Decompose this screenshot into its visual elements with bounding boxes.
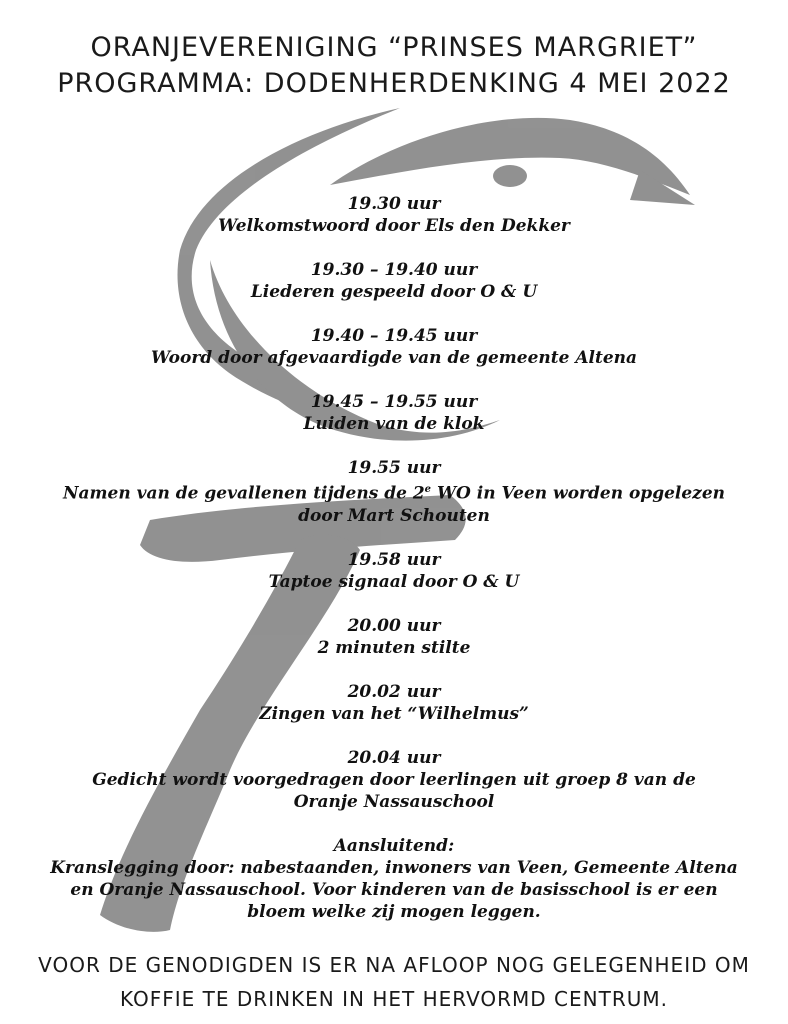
program-description: Luiden van de klok [303,414,485,434]
page-footer [0,948,788,1016]
program-time: 19.40 – 19.45 uur [310,326,478,346]
program-item [40,615,748,659]
program-item [40,549,748,593]
organization-title: ORANJEVERENIGING “PRINSES MARGRIET” [90,32,698,63]
program-title: PROGRAMMA: DODENHERDENKING 4 MEI 2022 [57,68,731,99]
program-time: 19.30 uur [347,194,441,214]
program-time: 19.58 uur [347,549,441,570]
program-description: Woord door afgevaardigde van de gemeente Altena [150,348,638,368]
program-description: Zingen van het “Wilhelmus” [259,703,529,724]
program-description: Welkomstwoord door Els den Dekker [218,216,570,236]
program-time: 19.55 uur [347,458,441,478]
program-time: 19.30 – 19.40 uur [310,260,478,280]
program-time: 19.45 – 19.55 uur [310,392,478,412]
program-time: 20.04 uur [347,747,441,768]
program-list [40,193,748,945]
program-item [40,259,748,303]
program-description-part: WO in Veen worden opgelezen door Mart Schouten [298,483,726,526]
program-description: Liederen gespeeld door O & U [250,282,538,302]
footer-note-line: VOOR DE GENODIGDEN IS ER NA AFLOOP NOG GELEGENHEID OM [38,953,750,977]
program-description: Taptoe signaal door O & U [268,571,520,592]
program-item [40,681,748,725]
program-item [40,457,748,527]
program-description-part: Namen van de gevallenen tijdens de 2 [62,483,425,504]
program-item [40,835,748,923]
program-item [40,193,748,237]
program-description [40,479,748,527]
program-description: Gedicht wordt voorgedragen door leerlingen uit groep 8 van de Oranje Nassauschool [92,769,696,812]
page-header [0,30,788,102]
program-time: Aansluitend: [333,835,455,856]
footer-note-line: KOFFIE TE DRINKEN IN HET HERVORMD CENTRUM. [120,987,668,1011]
program-item [40,325,748,369]
program-item [40,391,748,435]
program-description: Kranslegging door: nabestaanden, inwoners van Veen, Gemeente Altena en Oranje Nassauschool. Voor kinderen van de basisschool is er een bloem welke zij mogen leggen. [50,857,738,922]
ordinal-superscript: e [424,484,432,495]
program-item [40,747,748,813]
program-description: 2 minuten stilte [317,637,471,658]
program-time: 20.00 uur [347,615,441,636]
program-time: 20.02 uur [347,681,441,702]
